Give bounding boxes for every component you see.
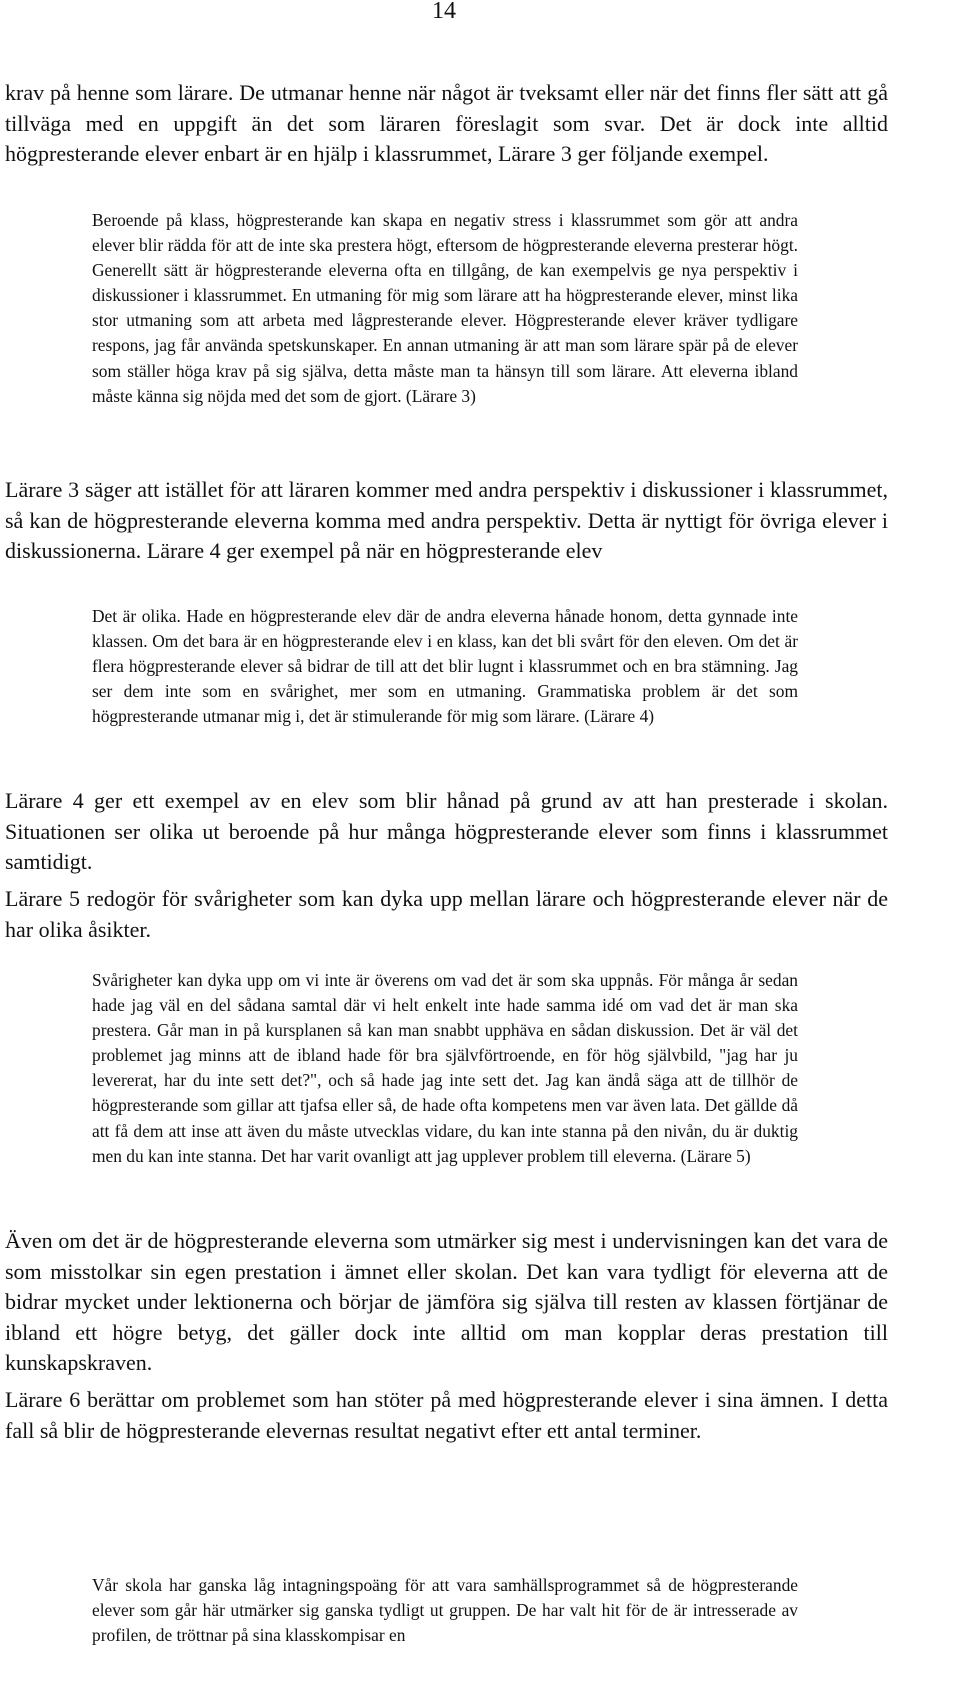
body-paragraph-3: Lärare 4 ger ett exempel av en elev som blir hånad på grund av att han presterade i skolan. Situationen ser olika ut beroende på hur många högpresterande elever som finns i klassrummet samtidigt. xyxy=(5,788,888,874)
page-number: 14 xyxy=(432,0,456,24)
body-paragraph-1: krav på henne som lärare. De utmanar henne när något är tveksamt eller när det finns fler sätt att gå tillväga med en uppgift än det som läraren föreslagit som svar. Det är dock inte alltid högpresterande elever enbart är en hjälp i klassrummet, Lärare 3 ger följande exempel. xyxy=(5,80,888,166)
body-paragraph-6: Lärare 6 berättar om problemet som han stöter på med högpresterande elever i sina ämnen. I detta fall så blir de högpresterande elevernas resultat negativt efter ett antal terminer. xyxy=(5,1387,888,1443)
block-quote-teacher-3: Beroende på klass, högpresterande kan skapa en negativ stress i klassrummet som gör att andra elever blir rädda för att de inte ska prestera högt, eftersom de högpresterande eleverna presterar högt. Generellt sätt är högpresterande eleverna ofta en tillgång, de kan exempelvis ge nya perspektiv i diskussioner i klassrummet. En utmaning för mig som lärare att ha högpresterande elever, minst lika stor utmaning som att arbeta med lågpresterande elever. Högpresterande elever kräver tydligare respons, jag får använda spetskunskaper. En annan utmaning är att man som lärare spär på de elever som ställer höga krav på sig själva, detta måste man ta hänsyn till som lärare. Att eleverna ibland måste känna sig nöjda med det som de gjort. (Lärare 3) xyxy=(92,210,798,406)
block-quote-teacher-4: Det är olika. Hade en högpresterande elev där de andra eleverna hånade honom, detta gynnade inte klassen. Om det bara är en högpresterande elev i en klass, kan det bli svårt för den eleven. Om det är flera högpresterande elever så bidrar de till att det blir lugnt i klassrummet och en bra stämning. Jag ser dem inte som en svårighet, mer som en utmaning. Grammatiska problem är det som högpresterande utmanar mig i, det är stimulerande för mig som lärare. (Lärare 4) xyxy=(92,606,798,727)
body-paragraph-5: Även om det är de högpresterande eleverna som utmärker sig mest i undervisningen kan det vara de som misstolkar sin egen prestation i ämnet eller skolan. Det kan vara tydligt för eleverna att de bidrar mycket under lektionerna och börjar de jämföra sig själva till resten av klassen förtjänar de ibland ett högre betyg, det gäller dock inte alltid om man kopplar deras prestation till kunskapskraven. xyxy=(5,1228,888,1375)
block-quote-teacher-6: Vår skola har ganska låg intagningspoäng för att vara samhällsprogrammet så de högpresterande elever som går här utmärker sig ganska tydligt ut gruppen. De har valt hit för de är intresserade av profilen, de tröttnar på sina klasskompisar en xyxy=(92,1575,798,1646)
block-quote-teacher-5: Svårigheter kan dyka upp om vi inte är överens om vad det är som ska uppnås. För många år sedan hade jag väl en del sådana samtal där vi helt enkelt inte hade samma idé om vad det är man ska prestera. Går man in på kursplanen så kan man snabbt upphäva en sådan diskussion. Det är väl det problemet jag minns att de ibland hade för bra självförtroende, en för hög självbild, "jag har ju levererat, har du inte sett det?", och så hade jag inte sett det. Jag kan ändå säga att de tillhör de högpresterande som gillar att tjafsa eller så, de hade ofta kompetens men var även lata. Det gällde då att få dem att inse att även du måste utvecklas vidare, du kan inte stanna på den nivån, du är duktig men du kan inte stanna. Det har varit ovanligt att jag upplever problem till eleverna. (Lärare 5) xyxy=(92,970,798,1166)
body-paragraph-4: Lärare 5 redogör för svårigheter som kan dyka upp mellan lärare och högpresterande elever när de har olika åsikter. xyxy=(5,886,888,942)
body-paragraph-2: Lärare 3 säger att istället för att läraren kommer med andra perspektiv i diskussioner i klassrummet, så kan de högpresterande eleverna komma med andra perspektiv. Detta är nyttigt för övriga elever i diskussionerna. Lärare 4 ger exempel på när en högpresterande elev xyxy=(5,477,888,563)
